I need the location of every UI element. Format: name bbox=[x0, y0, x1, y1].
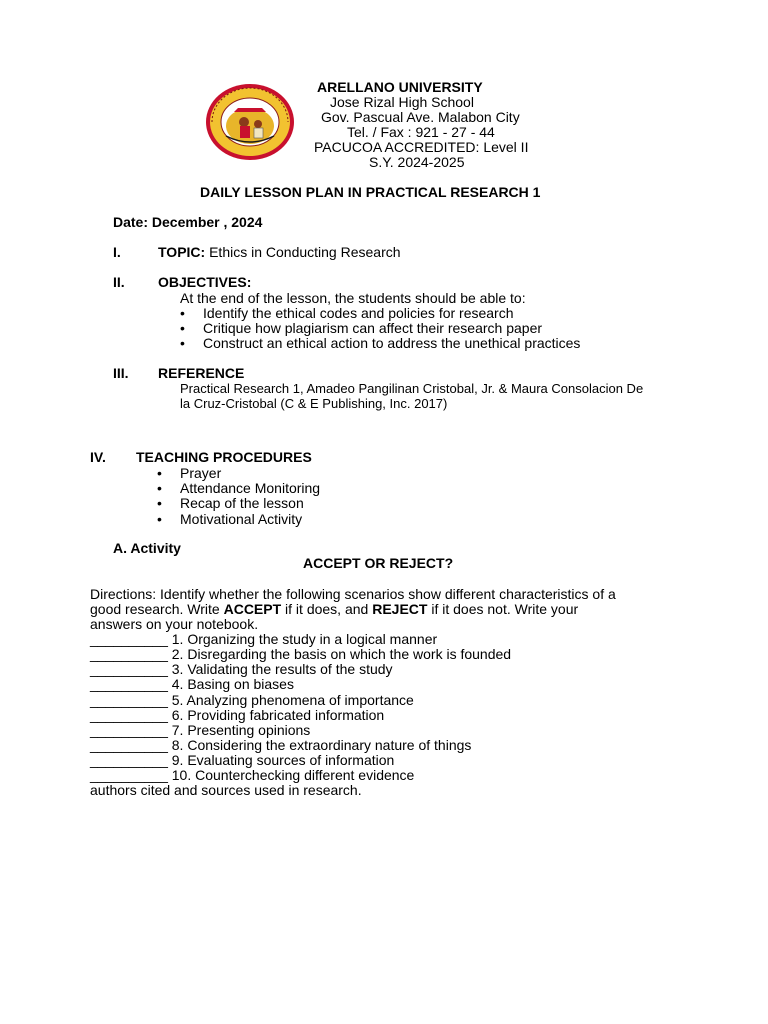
answer-blank: __________ bbox=[90, 692, 168, 708]
answer-blank: __________ bbox=[90, 722, 168, 738]
activity-item bbox=[90, 631, 437, 647]
item-text: 6. Providing fabricated information bbox=[171, 707, 385, 723]
topic-value: Ethics in Conducting Research bbox=[209, 244, 401, 260]
answer-blank: __________ bbox=[90, 767, 168, 783]
activity-item bbox=[90, 737, 471, 753]
activity-item bbox=[90, 707, 384, 723]
section-numeral-iv: IV. bbox=[90, 449, 106, 465]
directions-text: good research. Write bbox=[90, 601, 224, 617]
topic-line bbox=[158, 244, 401, 260]
activity-item bbox=[90, 752, 394, 768]
procedure-item: • Recap of the lesson bbox=[180, 495, 304, 511]
accept-keyword: ACCEPT bbox=[223, 601, 282, 617]
reject-keyword: REJECT bbox=[372, 601, 428, 617]
tel-fax: Tel. / Fax : 921 - 27 - 44 bbox=[347, 124, 495, 140]
procedure-item: • Motivational Activity bbox=[180, 511, 302, 527]
topic-label: TOPIC: bbox=[158, 244, 206, 260]
item-text: 5. Analyzing phenomena of importance bbox=[171, 692, 414, 708]
answer-blank: __________ bbox=[90, 661, 168, 677]
activity-item bbox=[90, 661, 393, 677]
university-name: ARELLANO UNIVERSITY bbox=[317, 79, 483, 95]
answer-blank: __________ bbox=[90, 646, 168, 662]
procedures-label: TEACHING PROCEDURES bbox=[136, 449, 312, 465]
directions-text: if it does not. Write your bbox=[427, 601, 579, 617]
item-text: 7. Presenting opinions bbox=[171, 722, 311, 738]
answer-blank: __________ bbox=[90, 631, 168, 647]
section-numeral-i: I. bbox=[113, 244, 121, 260]
answer-blank: __________ bbox=[90, 707, 168, 723]
answer-blank: __________ bbox=[90, 737, 168, 753]
activity-item bbox=[90, 692, 414, 708]
activity-item bbox=[90, 722, 310, 738]
item-text: 4. Basing on biases bbox=[171, 676, 294, 692]
accreditation: PACUCOA ACCREDITED: Level II bbox=[314, 139, 529, 155]
reference-line-2: la Cruz-Cristobal (C & E Publishing, Inc. 2017) bbox=[180, 396, 448, 411]
trailing-line: authors cited and sources used in research. bbox=[90, 782, 362, 798]
objectives-label: OBJECTIVES: bbox=[158, 274, 252, 290]
item-text: 3. Validating the results of the study bbox=[171, 661, 393, 677]
section-numeral-iii: III. bbox=[113, 365, 129, 381]
directions-line-3: answers on your notebook. bbox=[90, 616, 259, 632]
school-address: Gov. Pascual Ave. Malabon City bbox=[321, 109, 520, 125]
objective-item: • Construct an ethical action to address the unethical practices bbox=[203, 335, 580, 351]
item-text: 10. Counterchecking different evidence bbox=[171, 767, 415, 783]
item-text: 2. Disregarding the basis on which the work is founded bbox=[171, 646, 512, 662]
date-line: Date: December , 2024 bbox=[113, 214, 263, 230]
activity-label: A. Activity bbox=[113, 540, 181, 556]
item-text: 8. Considering the extraordinary nature of things bbox=[171, 737, 472, 753]
activity-title: ACCEPT OR REJECT? bbox=[303, 555, 454, 571]
school-year: S.Y. 2024-2025 bbox=[369, 154, 465, 170]
page-title: DAILY LESSON PLAN IN PRACTICAL RESEARCH 1 bbox=[200, 184, 541, 200]
answer-blank: __________ bbox=[90, 676, 168, 692]
reference-line-1: Practical Research 1, Amadeo Pangilinan Cristobal, Jr. & Maura Consolacion De bbox=[180, 381, 644, 396]
directions-text: if it does, and bbox=[281, 601, 373, 617]
directions-line-2 bbox=[90, 601, 578, 617]
objectives-intro: At the end of the lesson, the students should be able to: bbox=[180, 290, 526, 306]
answer-blank: __________ bbox=[90, 752, 168, 768]
objective-item: • Identify the ethical codes and policies for research bbox=[203, 305, 514, 321]
directions-line-1: Directions: Identify whether the following scenarios show different characteristics of a bbox=[90, 586, 616, 602]
item-text: 9. Evaluating sources of information bbox=[171, 752, 395, 768]
procedure-item: • Attendance Monitoring bbox=[180, 480, 320, 496]
objective-item: • Critique how plagiarism can affect their research paper bbox=[203, 320, 542, 336]
university-seal-logo bbox=[204, 82, 296, 162]
procedure-item: • Prayer bbox=[180, 465, 221, 481]
section-numeral-ii: II. bbox=[113, 274, 125, 290]
activity-item bbox=[90, 646, 511, 662]
activity-item bbox=[90, 767, 414, 783]
school-name: Jose Rizal High School bbox=[330, 94, 474, 110]
activity-item bbox=[90, 676, 294, 692]
reference-label: REFERENCE bbox=[158, 365, 245, 381]
item-text: 1. Organizing the study in a logical manner bbox=[171, 631, 438, 647]
